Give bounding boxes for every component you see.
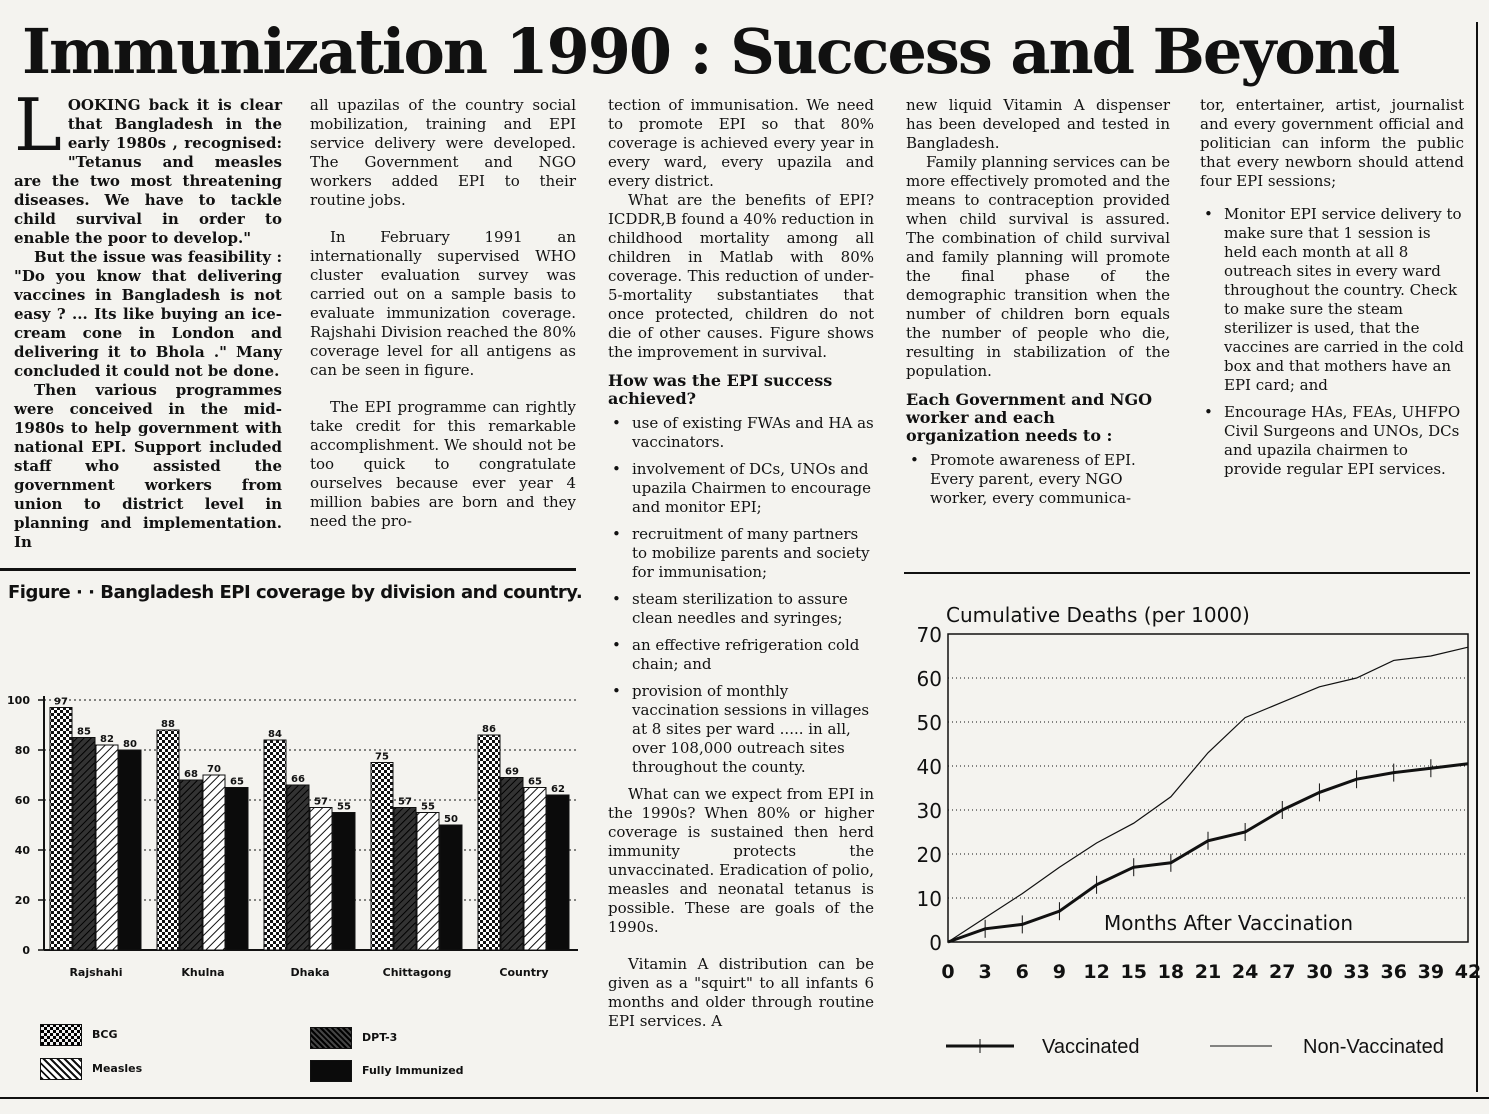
x-tick-label: 18	[1157, 961, 1185, 983]
bcg-swatch-icon	[40, 1024, 82, 1046]
category-label: Chittagong	[382, 966, 452, 979]
bar-measles	[203, 775, 225, 950]
paragraph: The EPI programme can rightly take credit for this remarkable accomplishment. We should not be too quick to congratulate ourselves because ever year 4 million babies are born and they need the pro-	[310, 398, 576, 530]
column-1	[14, 83, 282, 552]
line-legend-vaccinated-icon	[946, 1036, 1016, 1056]
list-item: • use of existing FWAs and HA as vaccinators.	[632, 414, 874, 452]
line-chart-title: Cumulative Deaths (per 1000)	[946, 603, 1250, 627]
x-tick-label: 36	[1380, 961, 1407, 983]
category-label: Country	[499, 966, 549, 979]
bar-value-label: 65	[230, 776, 244, 788]
x-tick-label: 30	[1306, 961, 1333, 983]
bar-fully-immunized	[119, 750, 141, 950]
x-tick-label: 0	[941, 961, 955, 983]
bullet-list	[1200, 205, 1464, 479]
line-legend-nonvaccinated: Non-Vaccinated	[1303, 1036, 1444, 1058]
y-tick-label: 80	[14, 744, 30, 757]
y-tick-label: 60	[916, 667, 942, 691]
y-tick-label: 100	[7, 694, 30, 707]
x-tick-label: 33	[1343, 961, 1370, 983]
bar-dpt-3	[394, 808, 416, 951]
plot-frame	[948, 634, 1468, 942]
drop-cap: L	[14, 83, 62, 167]
bar-legend-measles: Measles	[40, 1058, 142, 1080]
bar-legend-fully-immunized: Fully Immunized	[310, 1060, 464, 1082]
bar-value-label: 75	[375, 751, 389, 763]
bar-fully-immunized	[333, 813, 355, 951]
y-tick-label: 10	[916, 887, 942, 911]
section-rule	[0, 568, 576, 571]
bar-dpt-3	[501, 778, 523, 951]
right-border-rule	[1476, 22, 1478, 1092]
category-label: Rajshahi	[69, 966, 123, 979]
x-tick-label: 9	[1052, 961, 1067, 983]
y-tick-label: 30	[916, 799, 942, 823]
paragraph: Vitamin A distribution can be given as a "squirt" to all infants 6 months and older through routine EPI services. A	[608, 955, 874, 1030]
category-label: Dhaka	[290, 966, 330, 979]
paragraph: tection of immunisation. We need to promote EPI so that 80% coverage is achieved every year in every ward, every upazila and every district.	[608, 96, 874, 190]
x-tick-label: 15	[1120, 961, 1147, 983]
bar-value-label: 88	[161, 719, 175, 730]
bar-measles	[417, 813, 439, 951]
paragraph: tor, entertainer, artist, journalist and every government official and politician can inform the public that every newborn should attend four EPI sessions;	[1200, 96, 1464, 190]
x-tick-label: 12	[1083, 961, 1110, 983]
x-tick-label: 27	[1269, 961, 1296, 983]
column-2	[310, 96, 576, 531]
measles-swatch-icon	[40, 1058, 82, 1080]
paragraph: Then various programmes were conceived in the mid-1980s to help government with national EPI. Support included staff who assisted the government workers from union to district level in planning and implementation. In	[14, 381, 282, 551]
y-tick-label: 0	[929, 931, 942, 955]
line-chart-xlabel: Months After Vaccination	[1104, 911, 1354, 935]
bar-dpt-3	[180, 780, 202, 950]
headline: Immunization 1990 : Success and Beyond	[22, 15, 1399, 88]
y-tick-label: 40	[916, 755, 942, 779]
bar-measles	[524, 788, 546, 951]
bar-value-label: 85	[77, 726, 91, 738]
x-tick-label: 42	[1454, 961, 1482, 983]
list-item: • an effective refrigeration cold chain; and	[632, 636, 874, 674]
y-tick-label: 40	[14, 844, 30, 857]
list-item: • Promote awareness of EPI. Every parent, every NGO worker, every communica-	[930, 451, 1170, 508]
x-tick-label: 39	[1417, 961, 1445, 983]
bar-value-label: 65	[528, 776, 542, 788]
column-5	[1200, 96, 1464, 487]
paragraph: LOOKING back it is clear that Bangladesh in the early 1980s , recognised: "Tetanus and measles are the two most threatening diseases. We have to tackle child survival in order to enable the poor to develop."	[14, 83, 282, 247]
fully-immunized-swatch-icon	[310, 1060, 352, 1082]
bar-value-label: 97	[54, 696, 68, 708]
bar-bcg	[50, 708, 72, 951]
column-4	[906, 96, 1170, 516]
category-label: Khulna	[181, 966, 225, 979]
y-tick-label: 60	[14, 794, 30, 807]
paragraph: Family planning services can be more effectively promoted and the means to contraception provided when child survival is assured. The combination of child survival and family planning will promote the final phase of the demographic transition when the number of children born equals the number of people who die, resulting in stabilization of the population.	[906, 153, 1170, 380]
y-tick-label: 50	[916, 711, 942, 735]
bar-bcg	[371, 763, 393, 951]
bar-bcg	[478, 735, 500, 950]
list-item: • Monitor EPI service delivery to make sure that 1 session is held each month at all 8 outreach sites in every ward throughout the country. Check to make sure the steam sterilizer is used, that the vaccines are carried in the cold box and that mothers have an EPI card; and	[1224, 205, 1464, 395]
bullet-list	[906, 451, 1170, 508]
bar-value-label: 70	[207, 764, 221, 775]
figure-title: Figure · · Bangladesh EPI coverage by division and country.	[8, 582, 583, 603]
bar-value-label: 68	[184, 769, 198, 780]
paragraph: What are the benefits of EPI? ICDDR,B found a 40% reduction in childhood mortality among all children in Matlab with 80% coverage. This reduction of under-5-mortality substantiates that once protected, children do not die of other causes. Figure shows the improvement in survival.	[608, 191, 874, 361]
bar-legend-dpt3: DPT-3	[310, 1027, 397, 1049]
bar-value-label: 62	[551, 784, 565, 795]
bottom-border-rule	[0, 1097, 1489, 1099]
bar-value-label: 86	[482, 724, 496, 735]
paragraph: But the issue was feasibility : "Do you know that delivering vaccines in Bangladesh is not easy ? ... Its like buying an ice-cream cone in London and delivering it to Bhola ." Many concluded it could not be done.	[14, 248, 282, 380]
line-legend-nonvaccinated-icon	[1210, 1036, 1280, 1056]
list-item: • Encourage HAs, FEAs, UHFPO Civil Surgeons and UNOs, DCs and upazila chairmen to provide regular EPI services.	[1224, 403, 1464, 479]
bar-bcg	[264, 740, 286, 950]
section-heading: How was the EPI success achieved?	[608, 371, 833, 408]
bar-measles	[96, 745, 118, 950]
y-tick-label: 20	[916, 843, 942, 867]
bar-value-label: 84	[268, 729, 282, 740]
dpt3-swatch-icon	[310, 1027, 352, 1049]
bar-value-label: 57	[398, 796, 412, 808]
y-tick-label: 0	[22, 944, 30, 957]
bar-value-label: 80	[123, 739, 137, 750]
x-tick-label: 3	[978, 961, 992, 983]
bar-fully-immunized	[547, 795, 569, 950]
bullet-list	[608, 414, 874, 777]
list-item: • provision of monthly vaccination sessions in villages at 8 sites per ward ..... in all, over 108,000 outreach sites throughout the county.	[632, 682, 874, 777]
y-tick-label: 70	[916, 623, 942, 647]
bar-bcg	[157, 730, 179, 950]
bar-legend-bcg: BCG	[40, 1024, 118, 1046]
line-chart	[906, 600, 1482, 1000]
paragraph: In February 1991 an internationally supervised WHO cluster evaluation survey was carried out on a sample basis to evaluate immunization coverage. Rajshahi Division reached the 80% coverage level for all antigens as can be seen in figure.	[310, 228, 576, 379]
section-rule	[904, 572, 1470, 574]
x-tick-label: 6	[1015, 961, 1029, 983]
column-3	[608, 96, 874, 1031]
bar-value-label: 66	[291, 774, 305, 785]
bar-value-label: 55	[421, 801, 435, 813]
paragraph: new liquid Vitamin A dispenser has been developed and tested in Bangladesh.	[906, 96, 1170, 152]
list-item: • steam sterilization to assure clean needles and syringes;	[632, 590, 874, 628]
bar-value-label: 82	[100, 734, 114, 745]
x-tick-label: 21	[1194, 961, 1222, 983]
bar-value-label: 69	[505, 766, 519, 778]
paragraph: all upazilas of the country social mobilization, training and EPI service delivery were developed. The Government and NGO workers added EPI to their routine jobs.	[310, 96, 576, 209]
bar-dpt-3	[287, 785, 309, 950]
bar-fully-immunized	[440, 825, 462, 950]
bar-measles	[310, 808, 332, 951]
bar-dpt-3	[73, 738, 95, 951]
x-tick-label: 24	[1231, 961, 1259, 983]
bar-value-label: 55	[337, 801, 351, 813]
bar-fully-immunized	[226, 788, 248, 951]
line-legend-vaccinated: Vaccinated	[1042, 1036, 1140, 1058]
list-item: • involvement of DCs, UNOs and upazila Chairmen to encourage and monitor EPI;	[632, 460, 874, 517]
list-item: • recruitment of many partners to mobilize parents and society for immunisation;	[632, 525, 874, 582]
bar-value-label: 50	[444, 814, 458, 825]
bar-chart	[0, 680, 590, 1000]
paragraph: What can we expect from EPI in the 1990s? When 80% or higher coverage is sustained then herd immunity protects the unvaccinated. Eradication of polio, measles and neonatal tetanus is possible. These are goals of the 1990s.	[608, 785, 874, 936]
section-heading: Each Government and NGO worker and each organization needs to :	[906, 390, 1153, 445]
y-tick-label: 20	[14, 894, 30, 907]
bar-value-label: 57	[314, 796, 328, 808]
